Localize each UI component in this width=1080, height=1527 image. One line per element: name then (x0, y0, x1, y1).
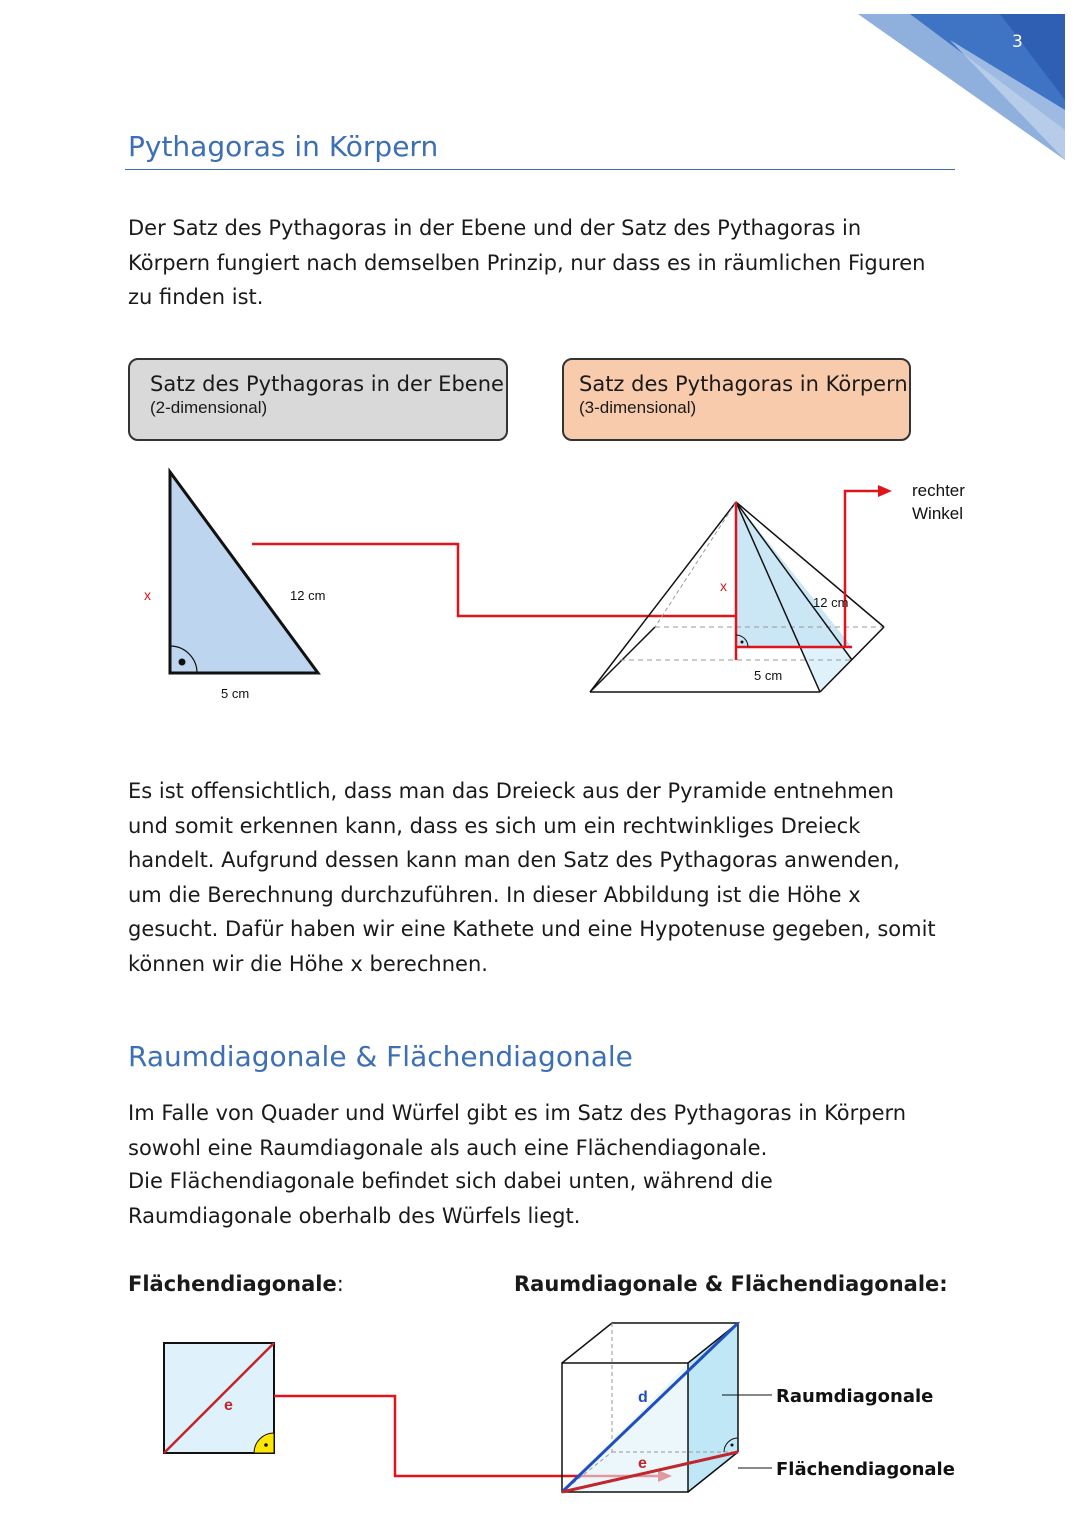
box-solid-title: Satz des Pythagoras in Körpern (579, 372, 908, 396)
cube-space-label: d (638, 1389, 648, 1406)
right-angle-label-2: Winkel (912, 504, 964, 523)
right-angle-pointer (845, 491, 880, 647)
page-number: 3 (1012, 32, 1023, 52)
figure-triangle-pyramid (0, 460, 1080, 720)
square-diag-label: e (224, 1397, 233, 1414)
pyramid-base-label: 5 cm (754, 668, 783, 683)
box-plane (128, 358, 508, 441)
box-plane-title: Satz des Pythagoras in der Ebene (150, 372, 504, 396)
cube-face-label: e (638, 1455, 647, 1472)
box-plane-subtitle: (2-dimensional) (150, 398, 268, 417)
label-space-and-face-diagonal: Raumdiagonale & Flächendiagonale: (514, 1272, 948, 1296)
figure-diagonals (0, 1310, 1080, 1527)
triangle-hyp-label: 12 cm (290, 588, 326, 603)
diagonals-paragraph-1: Im Falle von Quader und Würfel gibt es im Satz des Pythagoras in Körpern sowohl eine Raumdiagonale als auch eine Flächendiagonale. (128, 1101, 907, 1160)
triangle-base-label: 5 cm (221, 686, 250, 701)
explanation-paragraph: Es ist offensichtlich, dass man das Dreieck aus der Pyramide entnehmen und somit erkennen kann, dass es sich um ein rechtwinkliges Dreieck handelt. Aufgrund dessen kann man den Satz des Pythagoras anwenden, um die Berechnung durchzuführen. In dieser Abbildung ist die Höhe x gesucht. Dafür haben wir eine Kathete und eine Hypotenuse gegeben, somit können wir die Höhe x berechnen. (128, 779, 936, 976)
pyramid-edge-label: 12 cm (813, 595, 849, 610)
box-solid-subtitle: (3-dimensional) (579, 398, 697, 417)
title-underline (125, 169, 955, 170)
connector-arrow (252, 544, 740, 616)
triangle-angle-dot (179, 659, 186, 666)
section-title-diagonals: Raumdiagonale & Flächendiagonale (128, 1040, 633, 1073)
intro-paragraph: Der Satz des Pythagoras in der Ebene und der Satz des Pythagoras in Körpern fungiert nach demselben Prinzip, nur dass es in räumlichen Figuren zu finden ist. (128, 216, 926, 309)
cube (562, 1323, 738, 1492)
right-angle-label-1: rechter (912, 481, 965, 500)
face-diagonal-name: Flächendiagonale (776, 1459, 955, 1480)
section-title-pythagoras: Pythagoras in Körpern (128, 130, 439, 163)
triangle-x-label: x (144, 587, 151, 603)
label-face-diagonal: Flächendiagonale: (128, 1272, 344, 1296)
diagonals-paragraph-2: Die Flächendiagonale befindet sich dabei unten, während die Raumdiagonale oberhalb des Würfels liegt. (128, 1169, 773, 1228)
box-solid (562, 358, 911, 441)
space-diagonal-name: Raumdiagonale (776, 1386, 934, 1407)
corner-decoration (850, 0, 1080, 170)
pyramid-x-label: x (720, 578, 727, 594)
right-triangle (170, 472, 318, 673)
